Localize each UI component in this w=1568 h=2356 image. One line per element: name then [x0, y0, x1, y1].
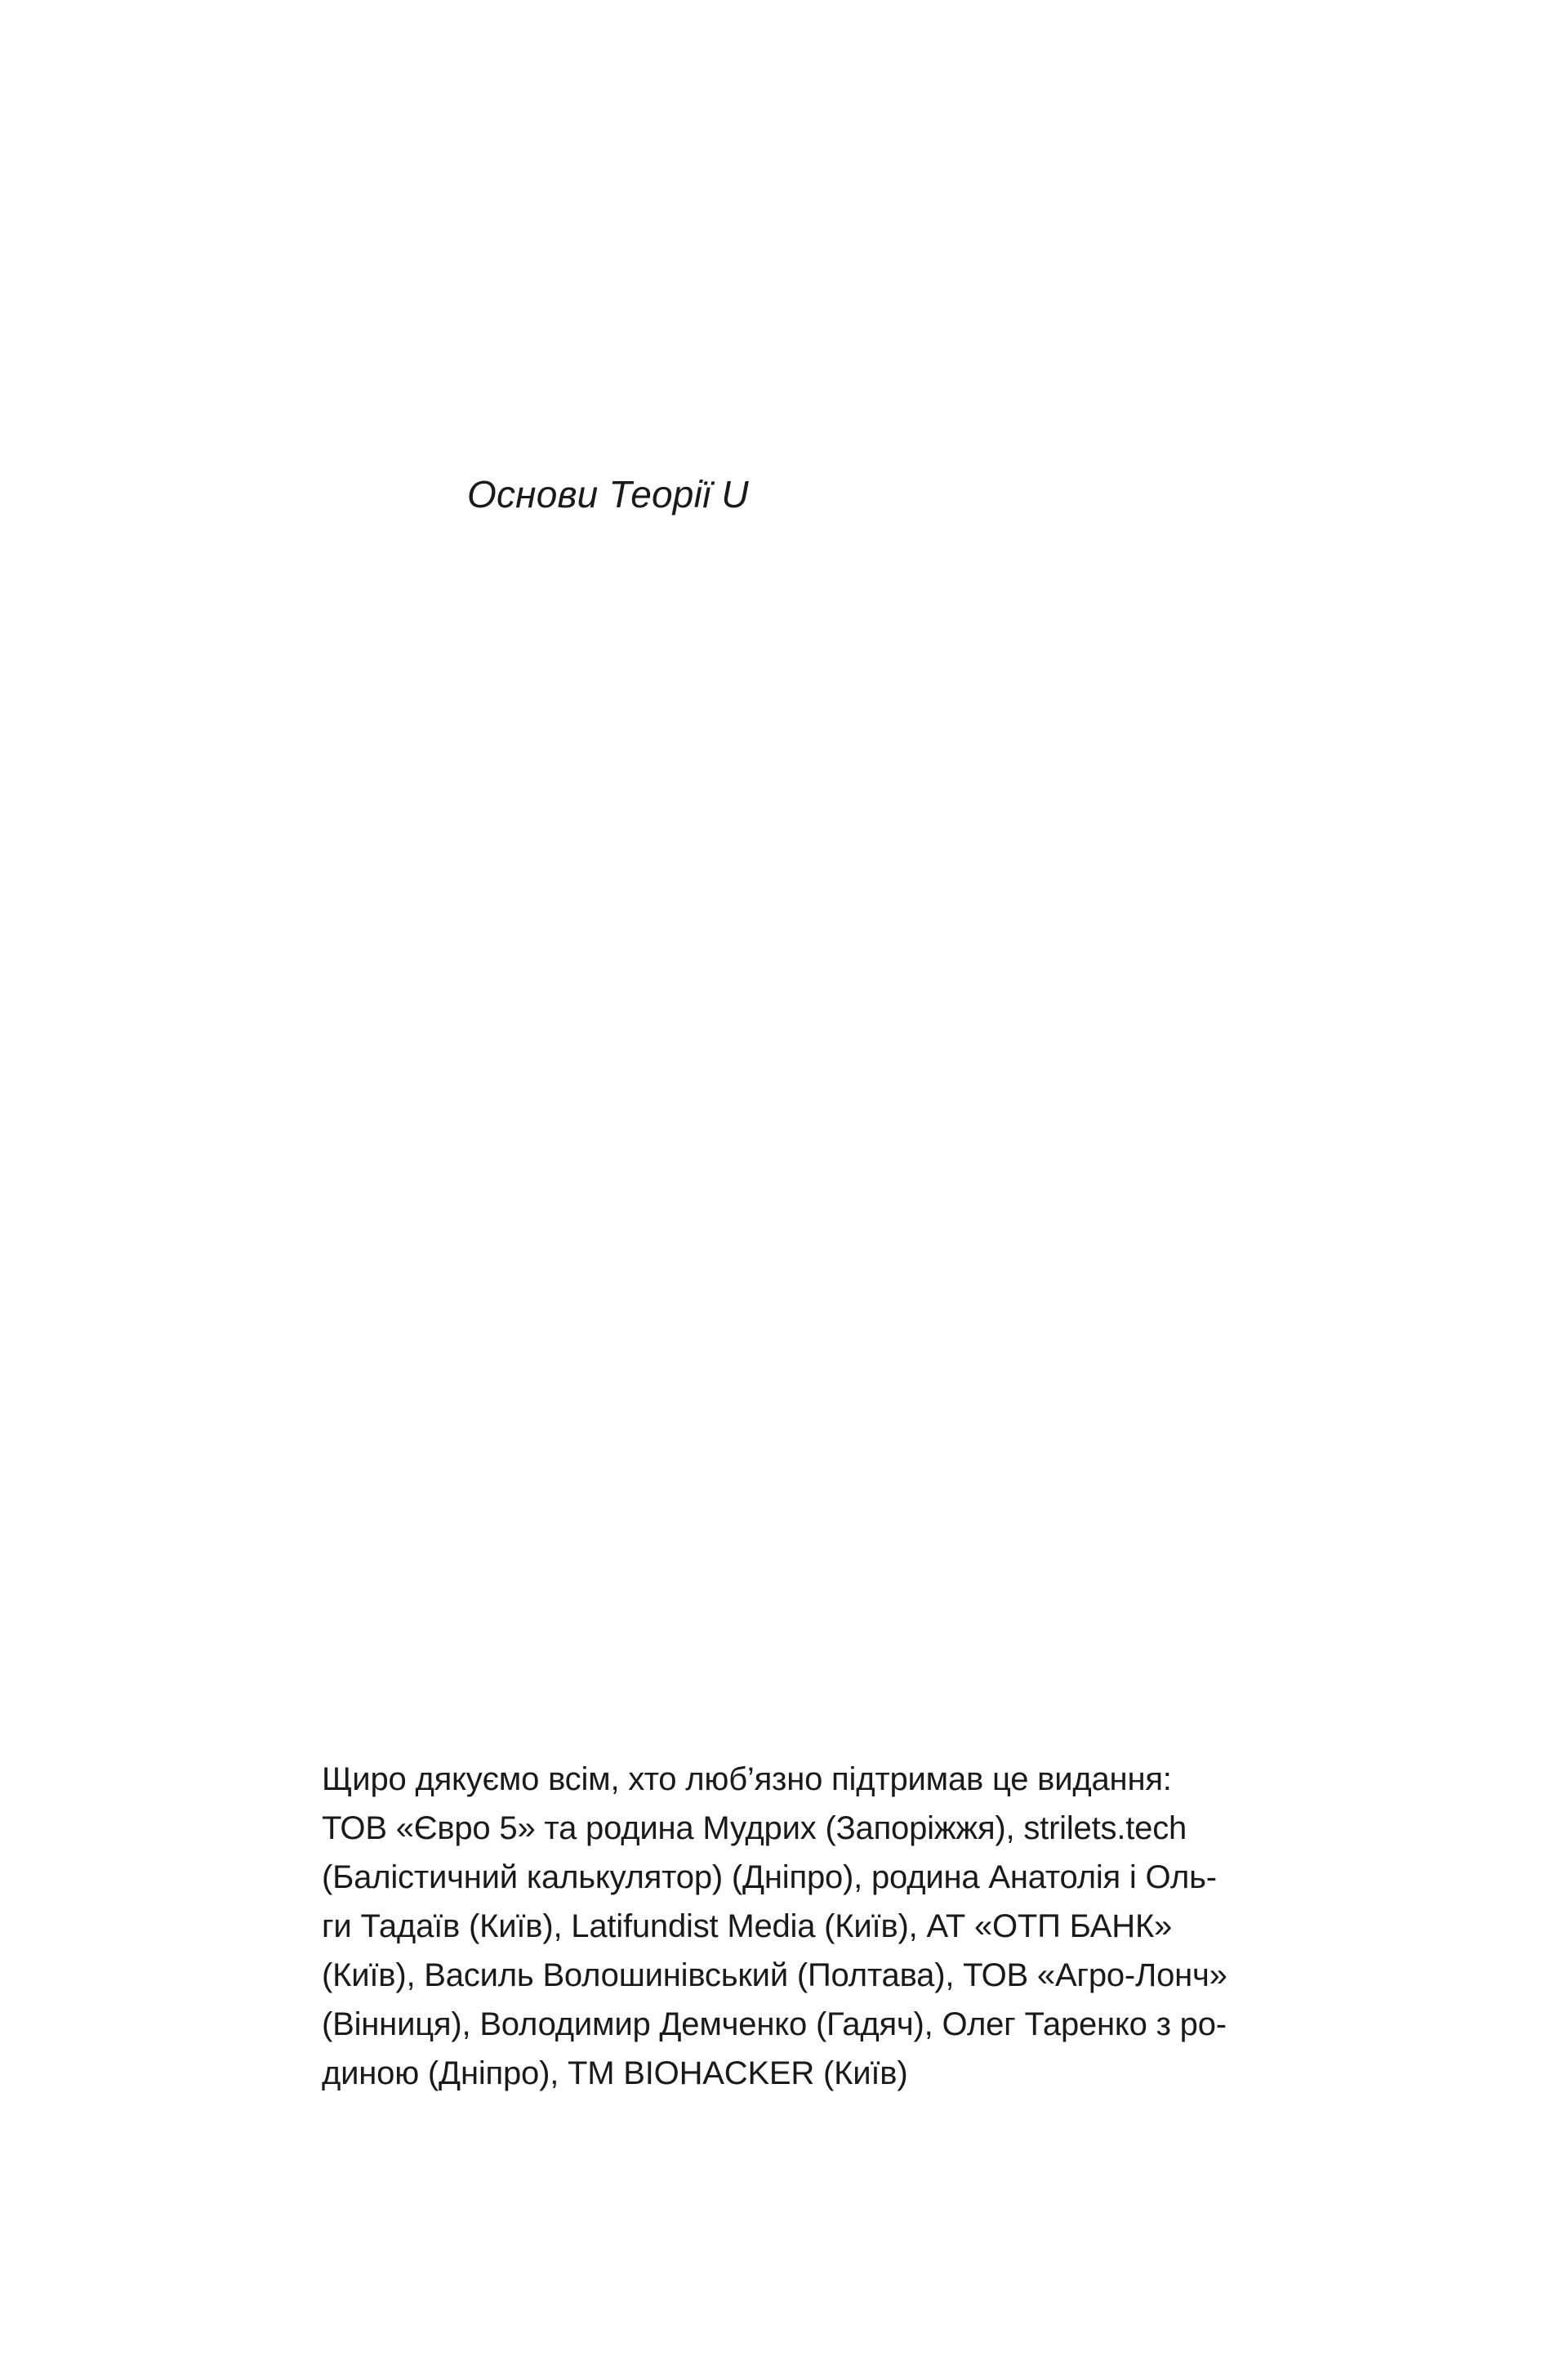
acknowledgement-line: (Балістичний калькулятор) (Дніпро), родина Анатолія і Оль-: [322, 1859, 1217, 1895]
half-title: Основи Теорії U: [467, 473, 749, 515]
acknowledgement-line: ТОВ «Євро 5» та родина Мудрих (Запоріжжя), strilets.tech: [322, 1810, 1187, 1846]
acknowledgement-line: (Київ), Василь Волошинівський (Полтава), ТОВ «Агро-Лонч»: [322, 1957, 1227, 1993]
acknowledgement-line: (Вінниця), Володимир Демченко (Гадяч), Олег Таренко з ро-: [322, 2006, 1227, 2042]
acknowledgement-line: ги Тадаїв (Київ), Latifundist Media (Київ), АТ «ОТП БАНК»: [322, 1908, 1173, 1944]
acknowledgements-block: [322, 1755, 1269, 2098]
acknowledgement-line: Щиро дякуємо всім, хто люб’язно підтримав це видання:: [322, 1761, 1172, 1797]
acknowledgement-line: диною (Дніпро), ТМ BIOHACKER (Київ): [322, 2055, 908, 2091]
